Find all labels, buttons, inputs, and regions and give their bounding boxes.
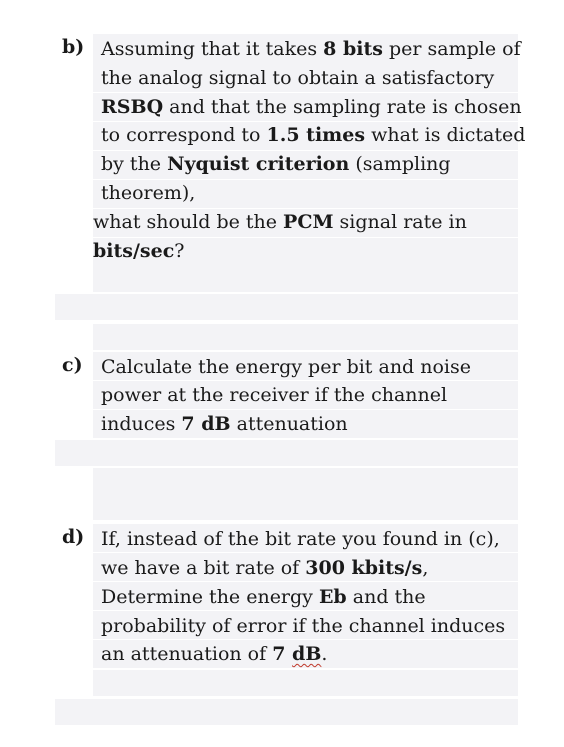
highlight-band [93,324,518,350]
question-label: b) [62,36,85,58]
question-line: RSBQ and that the sampling rate is chosen [101,96,522,118]
question-line: probability of error if the channel induces [101,615,506,637]
question-line: If, instead of the bit rate you found in (c), [101,528,500,550]
question-line: we have a bit rate of 300 kbits/s, [101,557,429,579]
question-line: power at the receiver if the channel [101,384,448,406]
highlight-band [93,468,518,520]
highlight-band [55,440,518,466]
question-label: d) [62,526,85,548]
highlight-band [55,294,518,320]
question-line: the analog signal to obtain a satisfactory [101,67,495,89]
spellcheck-underline: dB [292,643,322,665]
question-line: theorem), [101,182,196,204]
question-line: by the Nyquist criterion (sampling [101,153,451,175]
question-label: c) [62,354,83,376]
question-line: an attenuation of 7 dB. [101,643,328,665]
question-line: Assuming that it takes 8 bits per sample of [101,38,521,60]
question-line: Calculate the energy per bit and noise [101,356,471,378]
highlight-band [55,699,518,725]
question-line: induces 7 dB attenuation [101,413,348,435]
question-line: Determine the energy Eb and the [101,586,426,608]
question-line: what should be the PCM signal rate in [93,211,467,233]
question-line: bits/sec? [93,240,185,262]
question-line: to correspond to 1.5 times what is dictated [101,124,526,146]
highlight-band [93,670,518,696]
